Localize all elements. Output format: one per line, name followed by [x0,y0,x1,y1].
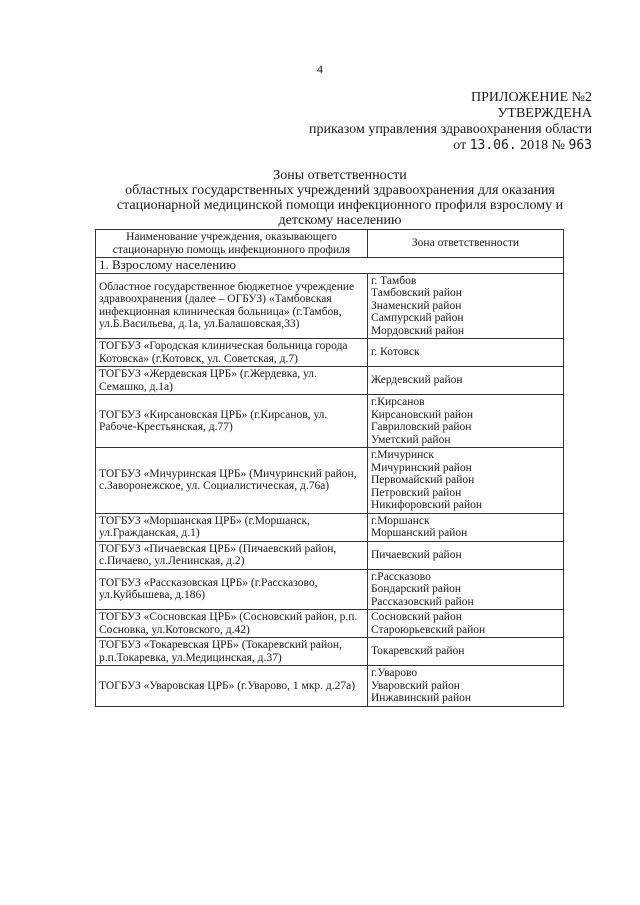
institution-cell: ТОГБУЗ «Жердевская ЦРБ» (г.Жердевка, ул. Семашко, д.1а) [96,367,368,395]
document-title [60,168,620,228]
order-date-line [309,138,592,154]
zone-item: Тамбовский район [371,287,462,299]
institution-cell: ТОГБУЗ «Кирсановская ЦРБ» (г.Кирсанов, ул. Рабоче-Крестьянская, д.77) [96,395,368,448]
table-row [96,395,564,448]
zone-item: Сосновский район [371,611,462,623]
zone-cell [368,569,564,610]
date-prefix: от [453,138,467,153]
institution-cell: ТОГБУЗ «Моршанская ЦРБ» (г.Моршанск, ул.Гражданская, д.1) [96,513,368,541]
order-line: приказом управления здравоохранения области [308,122,592,137]
zone-item: Пичаевский район [371,548,462,561]
zone-cell [368,666,564,707]
zone-cell [368,273,564,339]
zone-item: г.Рассказово [371,570,431,583]
title-line: детскому населению [278,213,402,228]
zone-cell [368,541,564,569]
order-number: 963 [568,138,592,153]
zone-item: г.Уварово [371,667,418,679]
institution-cell: ТОГБУЗ «Городская клиническая больница города Котовска» (г.Котовск, ул. Советская, д.7) [96,339,368,367]
zone-item: Староюрьевский район [371,623,486,636]
number-prefix: № [551,138,566,153]
title-line: Зоны ответственности [273,168,407,183]
table-row [96,610,564,638]
table-row [96,569,564,610]
zone-cell [368,610,564,638]
table-row [96,638,564,666]
zone-item: г.Кирсанов [371,396,425,408]
zone-item: Петровский район [371,486,462,499]
date-day-month: 13.06. [469,138,517,153]
header-institution: Наименование учреждения, оказывающего стационарную помощь инфекционного профиля [96,230,368,258]
table-row [96,513,564,541]
zone-item: Первомайский район [371,474,475,486]
institution-cell: ТОГБУЗ «Токаревская ЦРБ» (Токаревский район, р.п.Токаревка, ул.Медицинская, д.37) [96,638,368,666]
section-title: 1. Взрослому населению [96,258,564,274]
zone-item: Моршанский район [371,527,468,539]
zone-cell [368,638,564,666]
header-zone: Зона ответственности [368,230,564,258]
institution-cell: ТОГБУЗ «Уваровская ЦРБ» (г.Уварово, 1 мкр. д.27а) [96,666,368,707]
section-row [96,258,564,274]
appendix-title: ПРИЛОЖЕНИЕ №2 [471,90,592,105]
date-year: 2018 [520,138,549,153]
zone-item: г.Мичуринск [371,449,434,461]
zone-item: Знаменский район [371,299,462,312]
zone-item: Уметский район [371,433,451,446]
zone-item: Кирсановский район [371,408,473,421]
title-line: стационарной медицинской помощи инфекционного профиля взрослому и [116,198,564,213]
zone-cell [368,448,564,514]
appendix-header [309,90,592,154]
zone-cell [368,513,564,541]
zone-item: Жердевский район [371,374,463,387]
institution-cell: ТОГБУЗ «Сосновская ЦРБ» (Сосновский район, р.п. Сосновка, ул.Котовского, д.42) [96,610,368,638]
zone-cell [368,395,564,448]
zone-item: Мордовский район [371,324,465,337]
table-row [96,273,564,339]
zone-cell [368,367,564,395]
zone-item: Мичуринский район [371,461,472,474]
zone-item: Токаревский район [371,645,465,658]
zones-table [95,229,564,707]
institution-cell: ТОГБУЗ «Мичуринская ЦРБ» (Мичуринский район, с.Заворонежское, ул. Социалистическая, д.76а) [96,448,368,514]
table-header-row [96,230,564,258]
zone-item: Инжавинский район [371,692,472,704]
zone-item: Бондарский район [371,583,462,595]
table-row [96,448,564,514]
zone-item: Уваровский район [371,679,460,692]
zone-item: Гавриловский район [371,421,472,433]
approved-label: УТВЕРЖДЕНА [497,106,592,121]
zone-item: г.Моршанск [371,514,430,527]
zone-item: Рассказовский район [371,595,474,608]
zone-item: Сампурский район [371,312,464,324]
institution-cell: Областное государственное бюджетное учреждение здравоохранения (далее – ОГБУЗ) «Тамбовская инфекционная клиническая больница» (г.Тамбов, ул.Б.Васильева, д.1а, ул.Балашовская,33) [96,273,368,339]
page-number: 4 [317,62,323,76]
zone-item: г. Котовск [371,346,420,359]
institution-cell: ТОГБУЗ «Рассказовская ЦРБ» (г.Рассказово, ул.Куйбышева, д.186) [96,569,368,610]
zone-cell [368,339,564,367]
title-line: областных государственных учреждений здравоохранения для оказания [125,183,555,198]
table-row [96,666,564,707]
zone-item: г. Тамбов [371,274,417,287]
zone-item: Никифоровский район [371,499,483,511]
institution-cell: ТОГБУЗ «Пичаевская ЦРБ» (Пичаевский район, с.Пичаево, ул.Ленинская, д.2) [96,541,368,569]
table-row [96,367,564,395]
table-row [96,541,564,569]
table-row [96,339,564,367]
